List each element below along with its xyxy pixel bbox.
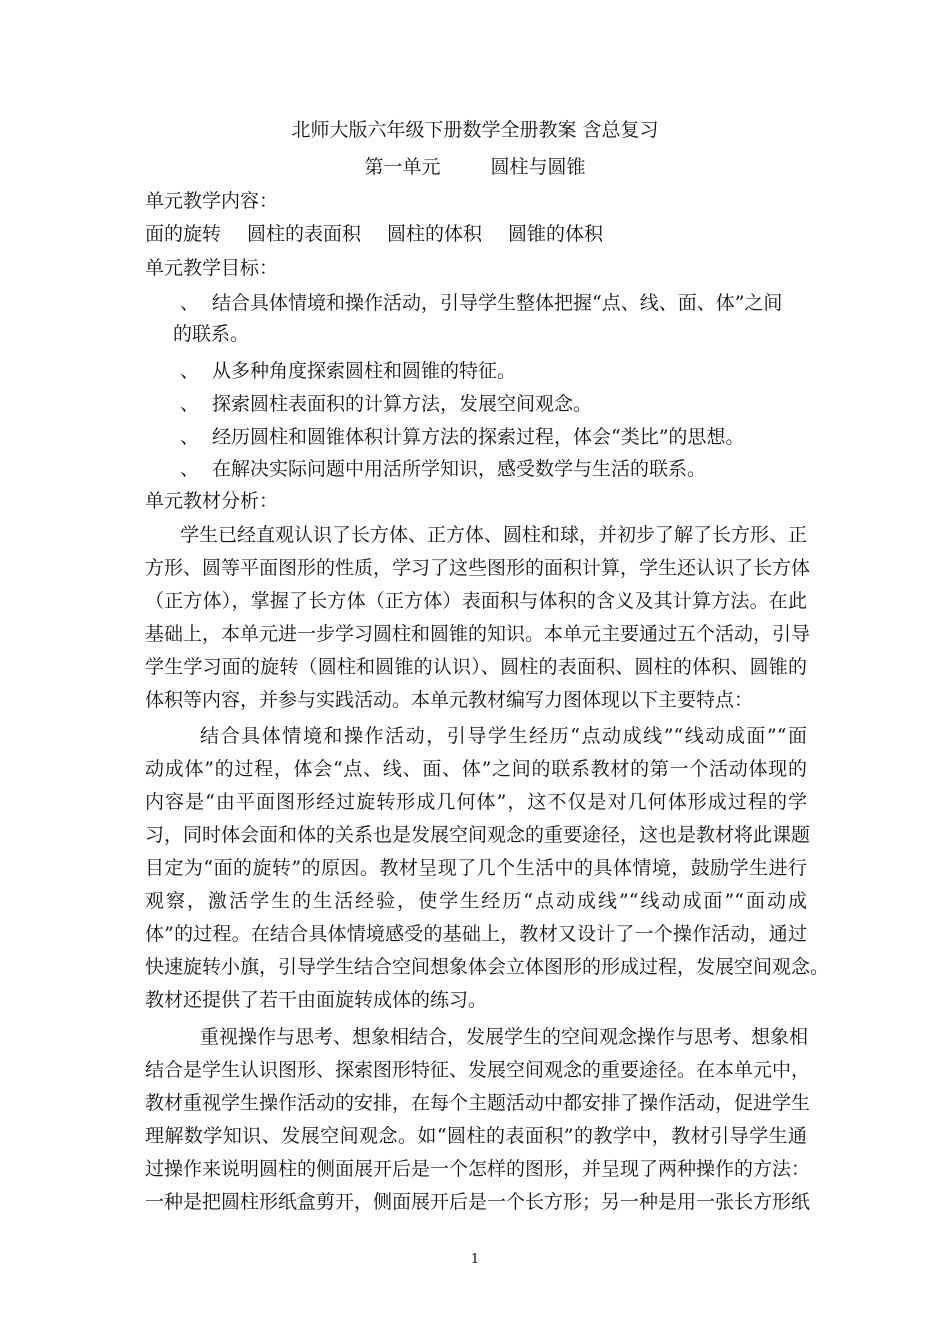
- document-title: 北师大版六年级下册数学全册教案 含总复习: [291, 119, 659, 141]
- unit-title: [0, 155, 950, 179]
- paragraph-line: 目定为“面的旋转”的原因。教材呈现了几个生活中的具体情境，鼓励学生进行: [145, 857, 807, 879]
- goal-mark: 、: [180, 393, 200, 415]
- goals-heading: 单元教学目标：: [145, 257, 279, 279]
- topic-item: 圆锥的体积: [508, 223, 604, 245]
- paragraph-line: 快速旋转小旗，引导学生结合空间想象体会立体图形的形成过程，发展空间观念。: [145, 956, 830, 978]
- paragraph-line: 观察，激活学生的生活经验，使学生经历“点动成线”“线动成面”“面动成: [145, 890, 807, 912]
- goal-text: 经历圆柱和圆锥体积计算方法的探索过程，体会“类比”的思想。: [212, 426, 745, 448]
- goal-item: [180, 425, 807, 449]
- paragraph-line: 教材还提供了若干由面旋转成体的练习。: [145, 989, 488, 1011]
- goal-mark: 、: [180, 458, 200, 480]
- paragraph-line: 动成体”的过程，体会“点、线、面、体”之间的联系教材的第一个活动体现的: [145, 758, 807, 780]
- goal-text: 探索圆柱表面积的计算方法，发展空间观念。: [212, 393, 593, 415]
- goal-text: 从多种角度探索圆柱和圆锥的特征。: [212, 360, 517, 382]
- goal-mark: 、: [180, 292, 200, 314]
- unit-name: 圆柱与圆锥: [490, 156, 586, 178]
- content-heading: 单元教学内容：: [145, 190, 279, 212]
- paragraph-line: 学生学习面的旋转（圆柱和圆锥的认识）、圆柱的表面积、圆柱的体积、圆锥的: [145, 656, 807, 678]
- goal-text: 在解决实际问题中用活所学知识，感受数学与生活的联系。: [212, 458, 707, 480]
- paragraph-line: 重视操作与思考、想象相结合，发展学生的空间观念操作与思考、想象相: [200, 1026, 809, 1048]
- goal-item: [180, 392, 807, 416]
- analysis-heading: 单元教材分析：: [145, 490, 279, 512]
- paragraph-line: 结合具体情境和操作活动，引导学生经历“点动成线”“线动成面”“面: [200, 725, 807, 747]
- paragraph-line: 理解数学知识、发展空间观念。如“圆柱的表面积”的教学中，教材引导学生通: [145, 1125, 807, 1147]
- goal-mark: 、: [180, 360, 200, 382]
- paragraph-line: 结合是学生认识图形、探索图形特征、发展空间观念的重要途径。在本单元中，: [145, 1059, 811, 1081]
- goal-mark: 、: [180, 426, 200, 448]
- unit-number: 第一单元: [364, 156, 441, 178]
- paragraph-line: （正方体），掌握了长方体（正方体）表面积与体积的含义及其计算方法。在此: [145, 590, 807, 612]
- topic-item: 圆柱的表面积: [247, 223, 362, 245]
- paragraph-line: 方形、圆等平面图形的性质，学习了这些图形的面积计算，学生还认识了长方体: [145, 557, 811, 579]
- paragraph-line: 教材重视学生操作活动的安排，在每个主题活动中都安排了操作活动，促进学生: [145, 1092, 811, 1114]
- goal-item: [180, 457, 807, 481]
- paragraph-line: 一种是把圆柱形纸盒剪开，侧面展开后是一个长方形；另一种是用一张长方形纸: [145, 1191, 811, 1213]
- paragraph-line: 体积等内容，并参与实践活动。本单元教材编写力图体现以下主要特点：: [145, 689, 754, 711]
- goal-item: [180, 291, 807, 315]
- topic-item: 圆柱的体积: [387, 223, 483, 245]
- topic-item: 面的旋转: [145, 223, 222, 245]
- page-number: 1: [470, 1252, 480, 1267]
- paragraph-line: 体”的过程。在结合具体情境感受的基础上，教材又设计了一个操作活动，通过: [145, 923, 807, 945]
- paragraph-line: 过操作来说明圆柱的侧面展开后是一个怎样的图形，并呈现了两种操作的方法：: [145, 1158, 811, 1180]
- paragraph-line: 习，同时体会面和体的关系也是发展空间观念的重要途径，这也是教材将此课题: [145, 824, 811, 846]
- paragraph-line: 内容是“由平面图形经过旋转形成几何体”，这不仅是对几何体形成过程的学: [145, 791, 807, 813]
- paragraph-line: 基础上，本单元进一步学习圆柱和圆锥的知识。本单元主要通过五个活动，引导: [145, 623, 811, 645]
- paragraph-line: 学生已经直观认识了长方体、正方体、圆柱和球，并初步了解了长方形、正: [180, 524, 808, 546]
- goal-text-continued: 的联系。: [173, 323, 250, 345]
- goal-text: 结合具体情境和操作活动，引导学生整体把握“点、线、面、体”之间: [212, 292, 783, 314]
- goal-item: [180, 359, 807, 383]
- topics-list: [145, 222, 807, 246]
